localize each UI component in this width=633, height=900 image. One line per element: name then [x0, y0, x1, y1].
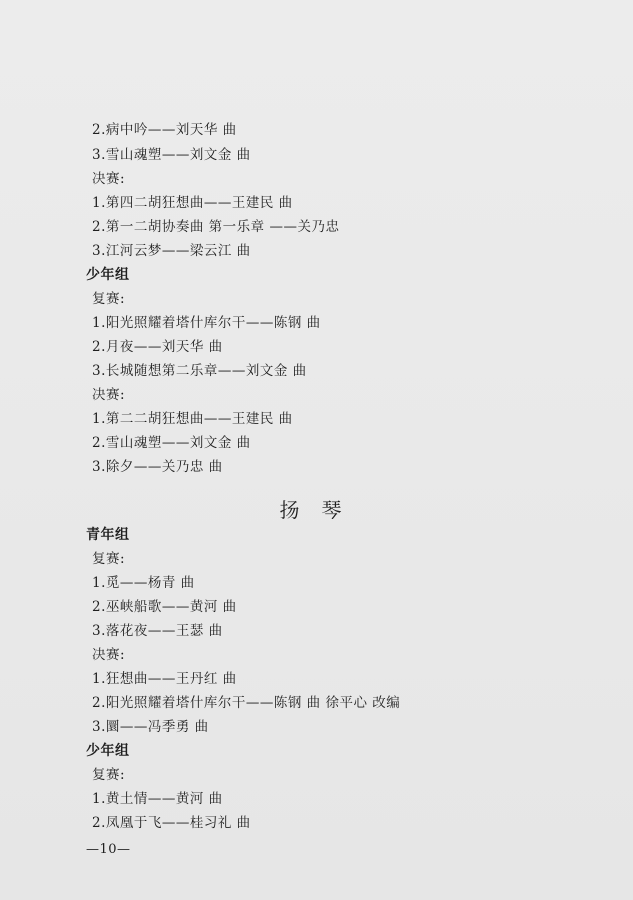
- group-heading: 少年组: [86, 267, 130, 283]
- round-label: 决赛:: [92, 387, 126, 403]
- group-heading: 青年组: [86, 527, 130, 543]
- text-line: 1.阳光照耀着塔什库尔干——陈钢 曲: [92, 315, 321, 331]
- instrument-title: 扬琴: [279, 498, 364, 522]
- page-number: —10—: [86, 842, 131, 857]
- text-line: 1.黄土情——黄河 曲: [92, 791, 223, 807]
- text-line: 2.病中吟——刘天华 曲: [92, 122, 237, 138]
- text-line: 3.圜——冯季勇 曲: [92, 719, 209, 735]
- text-line: 2.巫峡船歌——黄河 曲: [92, 599, 237, 615]
- round-label: 决赛:: [92, 171, 126, 187]
- round-label: 复赛:: [92, 291, 126, 307]
- text-line: 1.狂想曲——王丹红 曲: [92, 671, 237, 687]
- text-line: 1.第二二胡狂想曲——王建民 曲: [92, 411, 293, 427]
- group-heading: 少年组: [86, 743, 130, 759]
- text-line: 2.凤凰于飞——桂习礼 曲: [92, 815, 251, 831]
- text-line: 3.雪山魂塑——刘文金 曲: [92, 147, 251, 163]
- round-label: 复赛:: [92, 551, 126, 567]
- text-line: 2.月夜——刘天华 曲: [92, 339, 223, 355]
- round-label: 决赛:: [92, 647, 126, 663]
- text-line: 2.阳光照耀着塔什库尔干——陈钢 曲 徐平心 改编: [92, 695, 401, 711]
- text-line: 1.第四二胡狂想曲——王建民 曲: [92, 195, 293, 211]
- round-label: 复赛:: [92, 767, 126, 783]
- text-line: 3.江河云梦——梁云江 曲: [92, 243, 251, 259]
- text-line: 3.除夕——关乃忠 曲: [92, 459, 223, 475]
- text-line: 3.长城随想第二乐章——刘文金 曲: [92, 363, 307, 379]
- text-line: 2.第一二胡协奏曲 第一乐章 ——关乃忠: [92, 219, 340, 235]
- text-line: 3.落花夜——王瑟 曲: [92, 623, 223, 639]
- text-line: 2.雪山魂塑——刘文金 曲: [92, 435, 251, 451]
- text-line: 1.觅——杨青 曲: [92, 575, 195, 591]
